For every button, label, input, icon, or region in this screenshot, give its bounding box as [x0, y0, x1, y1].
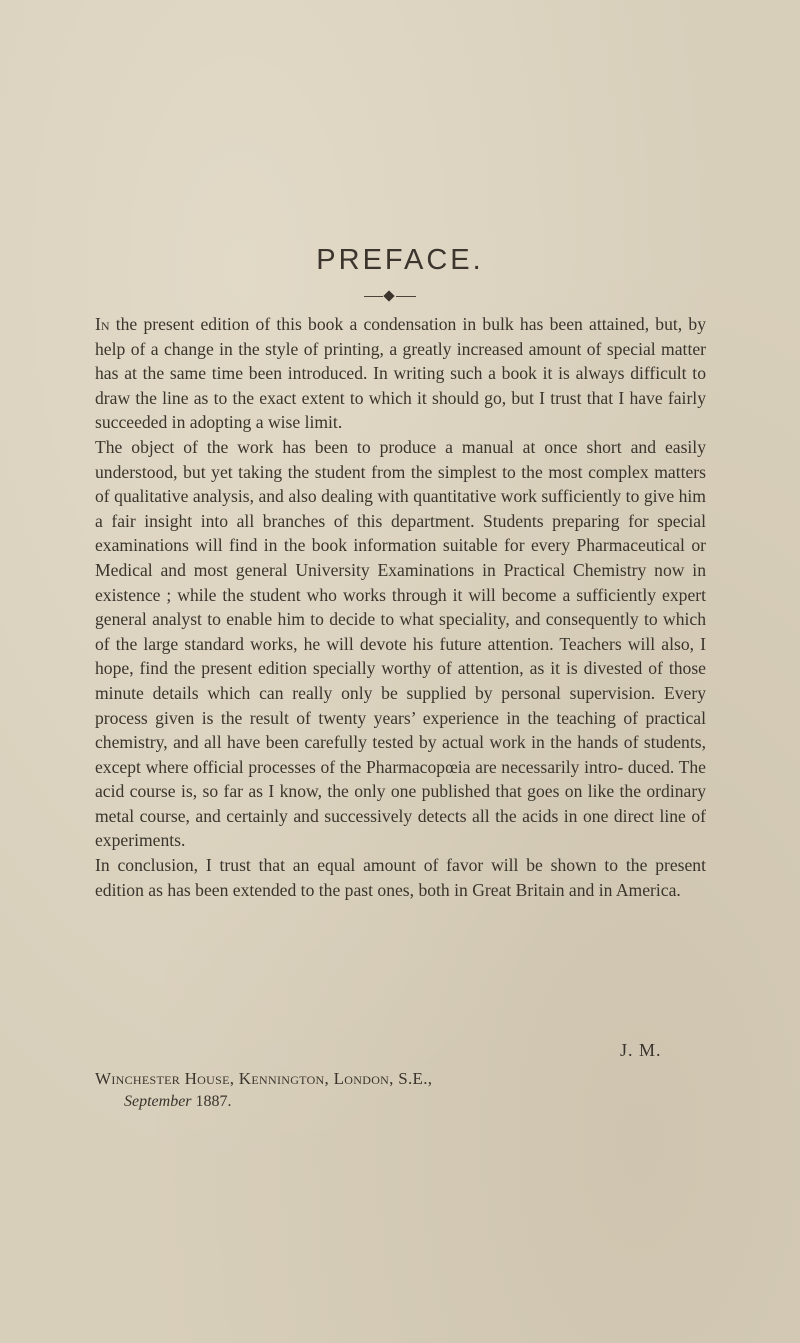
paragraph-text: the present edition of this book a condensation in bulk has been attained, but, by help of a change in the style of printing, a greatly increased amount of special matter has at the same time been introduced. In writing such a book it is always difficult to draw the line as to the exact extent to which it should go, but I trust that I have fairly succeeded in adopting a wise limit.: [95, 314, 706, 433]
address-line: [95, 1069, 432, 1089]
paragraph-3: [95, 853, 706, 902]
date-line: [124, 1093, 232, 1111]
preface-body: [95, 312, 706, 902]
address-text: Winchester House, Kennington, London, S.E.,: [95, 1069, 433, 1088]
diamond-ornament-icon: [383, 290, 394, 301]
ornament-rule-left: [364, 296, 383, 297]
date-year: 1887.: [195, 1093, 232, 1110]
paragraph-2: [95, 435, 706, 853]
paragraph-lead-word: In: [95, 314, 110, 334]
ornament-rule-right: [396, 296, 416, 297]
page-title: PREFACE.: [316, 244, 484, 276]
date-month: September: [124, 1093, 192, 1110]
paragraph-text: The object of the work has been to produce a manual at once short and easily understood, but yet taking the student from the simplest to the most complex matters of qualitative analysis, and also dealing with quantitative work sufficiently to give him a fair insight into all branches of this department. Students preparing for special examinations will find in the book information suitable for every Pharmaceutical or Medical and most general University Examinations in Practical Chemistry now in existence ; while the student who works through it will become a sufficiently expert general analyst to enable him to decide to what speciality, and consequently to which of the large standard works, he will devote his future attention. Teachers will also, I hope, find the present edition specially worthy of attention, as it is divested of those minute details which can really only be supplied by personal supervision. Every process given is the result of twenty years’ experience in the teaching of practical chemistry, and all have been carefully tested by actual work in the hands of students, except where official processes of the Pharmacopœia are necessarily intro- duced. The acid course is, so far as I know, the only one published that goes on like the ordinary metal course, and certainly and successively detects all the acids in one direct line of experiments.: [95, 436, 706, 851]
paragraph-text: In conclusion, I trust that an equal amount of favor will be shown to the present edition as has been extended to the past ones, both in Great Britain and in America.: [95, 855, 706, 900]
paragraph-1: [95, 312, 706, 435]
author-signature: J. M.: [620, 1040, 662, 1060]
title-ornament: [364, 291, 416, 303]
